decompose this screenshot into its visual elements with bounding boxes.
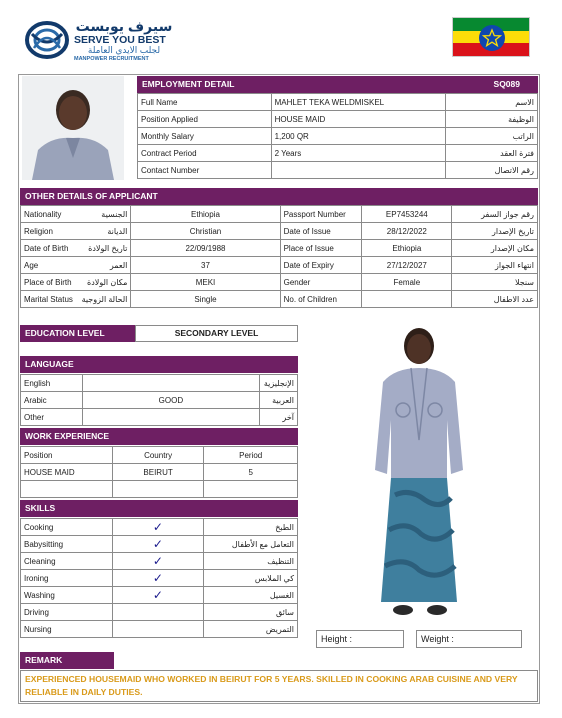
skill-row (21, 604, 298, 621)
field-label: Religion (21, 223, 76, 240)
field-label-arabic: تاريخ الإصدار (452, 223, 538, 240)
field-label: Monthly Salary (138, 128, 272, 145)
check-icon: ✓ (112, 536, 203, 553)
brand-tagline: MANPOWER RECRUITMENT (74, 56, 149, 62)
field-label: Full Name (138, 94, 272, 111)
skill-row (21, 570, 298, 587)
skill-name: Cleaning (21, 553, 113, 570)
skill-row (21, 621, 298, 638)
company-logo (24, 18, 174, 64)
field-label-arabic: الراتب (446, 128, 538, 145)
skill-name: Ironing (21, 570, 113, 587)
column-header: Position (21, 447, 113, 464)
skill-row (21, 553, 298, 570)
field-value (271, 162, 446, 179)
field-label-arabic: العمر (76, 257, 131, 274)
field-label-arabic: عدد الاطفال (452, 291, 538, 308)
language-level (82, 375, 259, 392)
skill-name-arabic: التعامل مع الأطفال (204, 536, 298, 553)
field-label: No. of Children (280, 291, 362, 308)
remark-text: EXPERIENCED HOUSEMAID WHO WORKED IN BEIRUT FOR 5 YEARS. SKILLED IN COOKING ARAB CUISINE AND VERY RELIABLE IN DAILY DUTIES. (20, 670, 538, 702)
brand-arabic-sub: لجلب الايدي العاملة (87, 45, 161, 55)
skill-name-arabic: التمريض (204, 621, 298, 638)
field-label-arabic: تاريخ الولادة (76, 240, 131, 257)
other-details-row (21, 291, 538, 308)
language-name: Other (21, 409, 83, 426)
skill-check-empty (112, 604, 203, 621)
field-label: Contact Number (138, 162, 272, 179)
field-value: HOUSE MAID (271, 111, 446, 128)
field-label: Nationality (21, 206, 76, 223)
language-name: Arabic (21, 392, 83, 409)
work-experience-title: WORK EXPERIENCE (25, 431, 110, 441)
education-header (20, 325, 135, 342)
other-details-title: OTHER DETAILS OF APPLICANT (25, 191, 158, 201)
work-header-row (21, 447, 298, 464)
check-icon: ✓ (112, 553, 203, 570)
check-icon: ✓ (112, 519, 203, 536)
language-level: GOOD (82, 392, 259, 409)
weight-box (416, 630, 522, 648)
field-value: Female (362, 274, 452, 291)
field-label-arabic: الحالة الزوجية (76, 291, 131, 308)
other-details-table (20, 205, 538, 308)
other-details-row (21, 274, 538, 291)
field-label-arabic: مكان الولادة (76, 274, 131, 291)
work-position (21, 481, 113, 498)
employment-title: EMPLOYMENT DETAIL (142, 79, 235, 89)
language-name-arabic: العربية (259, 392, 297, 409)
field-value: 2 Years (271, 145, 446, 162)
education-title: EDUCATION LEVEL (25, 328, 105, 338)
weight-label: Weight : (421, 634, 454, 644)
field-label: Date of Expiry (280, 257, 362, 274)
field-value: 1,200 QR (271, 128, 446, 145)
work-position: HOUSE MAID (21, 464, 113, 481)
height-label: Height : (321, 634, 353, 644)
skill-row (21, 536, 298, 553)
field-label-arabic: الديانة (76, 223, 131, 240)
other-details-row (21, 240, 538, 257)
other-details-row (21, 223, 538, 240)
work-experience-header (20, 428, 298, 445)
field-value: 28/12/2022 (362, 223, 452, 240)
skill-name: Washing (21, 587, 113, 604)
passport-photo (22, 76, 124, 180)
employment-row (138, 111, 538, 128)
field-label: Passport Number (280, 206, 362, 223)
logo-rings-icon (24, 20, 70, 60)
language-title: LANGUAGE (25, 359, 74, 369)
skill-name-arabic: كي الملابس (204, 570, 298, 587)
field-label: Date of Issue (280, 223, 362, 240)
employment-row (138, 94, 538, 111)
brand-name: SERVE YOU BEST (74, 34, 166, 46)
employment-section-header (137, 76, 538, 93)
field-label: Age (21, 257, 76, 274)
field-value: Ethiopia (362, 240, 452, 257)
field-label-arabic: رقم الاتصال (446, 162, 538, 179)
skill-name: Cooking (21, 519, 113, 536)
field-value: Single (131, 291, 280, 308)
field-value: 27/12/2027 (362, 257, 452, 274)
field-value: EP7453244 (362, 206, 452, 223)
height-box (316, 630, 404, 648)
employment-row (138, 128, 538, 145)
skill-row (21, 587, 298, 604)
check-icon: ✓ (112, 587, 203, 604)
field-label: Contract Period (138, 145, 272, 162)
skill-name-arabic: الطبخ (204, 519, 298, 536)
language-level (82, 409, 259, 426)
skill-name: Babysitting (21, 536, 113, 553)
field-label: Position Applied (138, 111, 272, 128)
other-details-header (20, 188, 538, 205)
work-country: BEIRUT (112, 464, 204, 481)
skill-name-arabic: التنظيف (204, 553, 298, 570)
language-header (20, 356, 298, 373)
field-label: Place of Birth (21, 274, 76, 291)
employment-row (138, 145, 538, 162)
language-row (21, 409, 298, 426)
skill-name: Nursing (21, 621, 113, 638)
field-label: Gender (280, 274, 362, 291)
field-label-arabic: الوظيفة (446, 111, 538, 128)
field-label-arabic: رقم جواز السفر (452, 206, 538, 223)
skill-name-arabic: الغسيل (204, 587, 298, 604)
reference-code: SQ089 (493, 79, 520, 89)
work-row-empty (21, 481, 298, 498)
ethiopia-flag-icon (452, 17, 530, 57)
work-row (21, 464, 298, 481)
language-row (21, 375, 298, 392)
other-details-row (21, 257, 538, 274)
field-label-arabic: سنجلا (452, 274, 538, 291)
language-name-arabic: الإنجليزية (259, 375, 297, 392)
field-label: Marital Status (21, 291, 76, 308)
employment-row (138, 162, 538, 179)
field-label-arabic: الجنسية (76, 206, 131, 223)
skills-header (20, 500, 298, 517)
education-value: SECONDARY LEVEL (135, 325, 298, 342)
check-icon: ✓ (112, 570, 203, 587)
language-row (21, 392, 298, 409)
field-label-arabic: انتهاء الجواز (452, 257, 538, 274)
skill-check-empty (112, 621, 203, 638)
column-header: Period (204, 447, 298, 464)
field-value: MAHLET TEKA WELDMISKEL (271, 94, 446, 111)
field-label-arabic: فترة العقد (446, 145, 538, 162)
work-period (204, 481, 298, 498)
employment-table (137, 93, 538, 179)
work-experience-table (20, 446, 298, 498)
remark-header (20, 652, 114, 669)
skill-name: Driving (21, 604, 113, 621)
field-label: Place of Issue (280, 240, 362, 257)
skill-row (21, 519, 298, 536)
field-value: 22/09/1988 (131, 240, 280, 257)
skills-table (20, 518, 298, 638)
brand-arabic: سيرف يوبست (75, 18, 173, 34)
other-details-row (21, 206, 538, 223)
field-value: Ethiopia (131, 206, 280, 223)
field-value: MEKI (131, 274, 280, 291)
field-label-arabic: الاسم (446, 94, 538, 111)
language-name: English (21, 375, 83, 392)
remark-title: REMARK (25, 655, 63, 665)
full-length-photo (355, 320, 485, 630)
field-value (362, 291, 452, 308)
work-period: 5 (204, 464, 298, 481)
language-name-arabic: آخر (259, 409, 297, 426)
language-table (20, 374, 298, 426)
field-value: 37 (131, 257, 280, 274)
work-country (112, 481, 204, 498)
field-value: Christian (131, 223, 280, 240)
column-header: Country (112, 447, 204, 464)
field-label-arabic: مكان الإصدار (452, 240, 538, 257)
skill-name-arabic: سائق (204, 604, 298, 621)
field-label: Date of Birth (21, 240, 76, 257)
skills-title: SKILLS (25, 503, 56, 513)
